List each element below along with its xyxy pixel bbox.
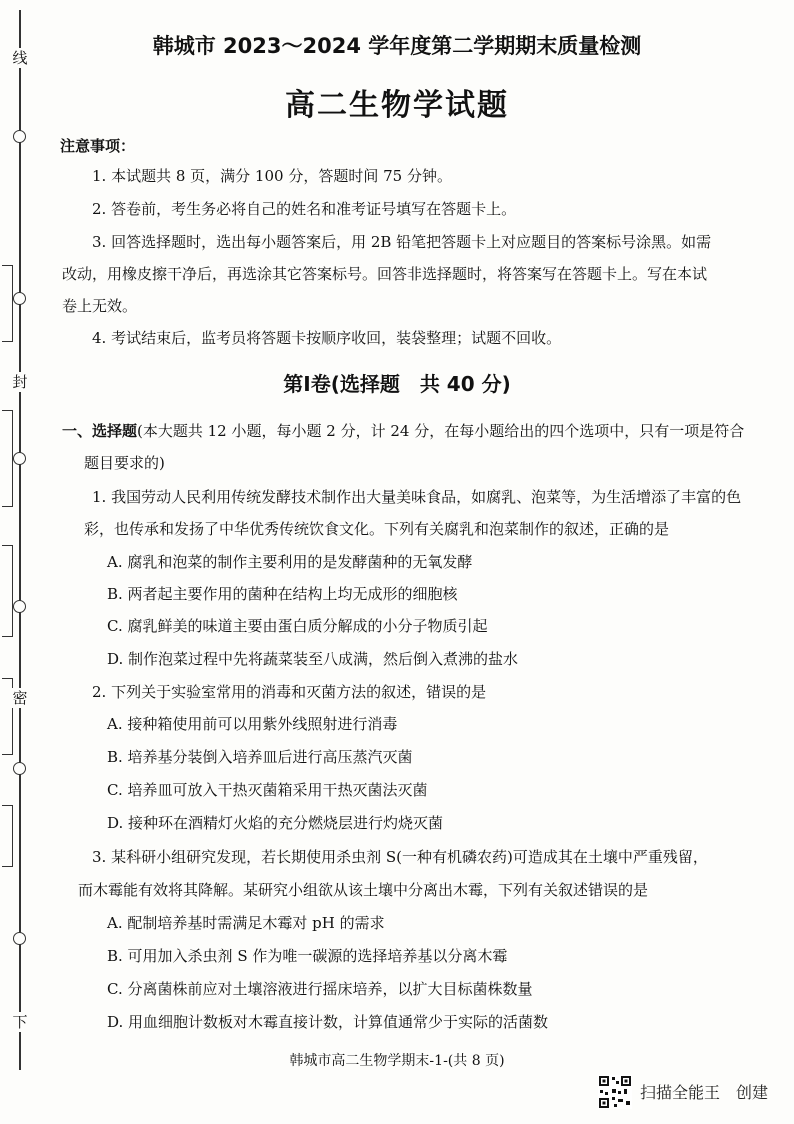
question-2-option-d: D. 接种环在酒精灯火焰的充分燃烧层进行灼烧灭菌 (107, 814, 444, 832)
binding-hole (13, 452, 26, 465)
question-2-option-c: C. 培养皿可放入干热灭菌箱采用干热灭菌法灭菌 (107, 781, 428, 799)
binding-char-mi: 密 (7, 688, 33, 708)
question-3-option-d: D. 用血细胞计数板对木霉直接计数，计算值通常少于实际的活菌数 (107, 1013, 549, 1031)
question-3-option-a: A. 配制培养基时需满足木霉对 pH 的需求 (107, 914, 385, 932)
qr-code-icon (598, 1075, 632, 1109)
binding-char-feng: 封 (7, 372, 33, 392)
question-2-option-b: B. 培养基分装倒入培养皿后进行高压蒸汽灭菌 (107, 748, 413, 766)
part-one-desc-cont: 题目要求的) (84, 454, 165, 472)
binding-hole (13, 932, 26, 945)
binding-hole (13, 292, 26, 305)
question-2-stem: 2. 下列关于实验室常用的消毒和灭菌方法的叙述，错误的是 (92, 683, 487, 701)
page-footer: 韩城市高二生物学期末-1-(共 8 页) (289, 1053, 505, 1069)
question-2-option-a: A. 接种箱使用前可以用紫外线照射进行消毒 (107, 715, 398, 733)
binding-line (19, 10, 21, 1070)
binding-bracket (2, 545, 13, 637)
binding-hole (13, 130, 26, 143)
notice-line: 1. 本试题共 8 页，满分 100 分，答题时间 75 分钟。 (92, 167, 452, 185)
part-one-label: 一、选择题 (62, 422, 138, 440)
binding-bracket (2, 410, 13, 507)
binding-bracket (2, 805, 13, 867)
binding-bracket (2, 265, 13, 342)
question-1-option-d: D. 制作泡菜过程中先将蔬菜装至八成满，然后倒入煮沸的盐水 (107, 650, 519, 668)
question-1-option-c: C. 腐乳鲜美的味道主要由蛋白质分解成的小分子物质引起 (107, 617, 488, 635)
question-1-stem: 1. 我国劳动人民利用传统发酵技术制作出大量美味食品，如腐乳、泡菜等，为生活增添了丰富的色 (92, 488, 742, 506)
question-3-option-b: B. 可用加入杀虫剂 S 作为唯一碳源的选择培养基以分离木霉 (107, 947, 508, 965)
notice-line: 卷上无效。 (62, 297, 138, 315)
section-title: 第Ⅰ卷(选择题 共 40 分) (283, 372, 511, 396)
question-3-option-c: C. 分离菌株前应对土壤溶液进行摇床培养，以扩大目标菌株数量 (107, 980, 533, 998)
question-3-stem: 3. 某科研小组研究发现，若长期使用杀虫剂 S(一种有机磷农药)可造成其在土壤中严重残留， (92, 848, 708, 866)
question-1-option-a: A. 腐乳和泡菜的制作主要利用的是发酵菌种的无氧发酵 (107, 553, 473, 571)
notice-line: 改动，用橡皮擦干净后，再选涂其它答案标号。回答非选择题时，将答案写在答题卡上。写在本试 (62, 265, 708, 283)
notice-heading: 注意事项： (60, 137, 136, 155)
question-1-stem: 彩，也传承和发扬了中华优秀传统饮食文化。下列有关腐乳和泡菜制作的叙述，正确的是 (84, 520, 670, 538)
binding-char-xia: 下 (7, 1012, 33, 1032)
question-1-option-b: B. 两者起主要作用的菌种在结构上均无成形的细胞核 (107, 585, 458, 603)
notice-line: 3. 回答选择题时，选出每小题答案后，用 2B 铅笔把答题卡上对应题目的答案标号涂黑。如需 (92, 233, 712, 251)
binding-char-xian: 线 (7, 48, 33, 68)
notice-line: 2. 答卷前，考生务必将自己的姓名和准考证号填写在答题卡上。 (92, 200, 517, 218)
exam-title: 高二生物学试题 (285, 88, 509, 123)
question-3-stem: 而木霉能有效将其降解。某研究小组欲从该土壤中分离出木霉，下列有关叙述错误的是 (78, 881, 649, 899)
binding-hole (13, 600, 26, 613)
part-one-desc: (本大题共 12 小题，每小题 2 分，计 24 分，在每小题给出的四个选项中，只有一项是符合 (137, 422, 745, 440)
notice-line: 4. 考试结束后，监考员将答题卡按顺序收回，装袋整理；试题不回收。 (92, 329, 562, 347)
binding-hole (13, 762, 26, 775)
scanner-watermark: 扫描全能王 创建 (640, 1083, 769, 1102)
exam-header: 韩城市 2023～2024 学年度第二学期期末质量检测 (152, 34, 642, 58)
part-one-heading (62, 421, 744, 441)
